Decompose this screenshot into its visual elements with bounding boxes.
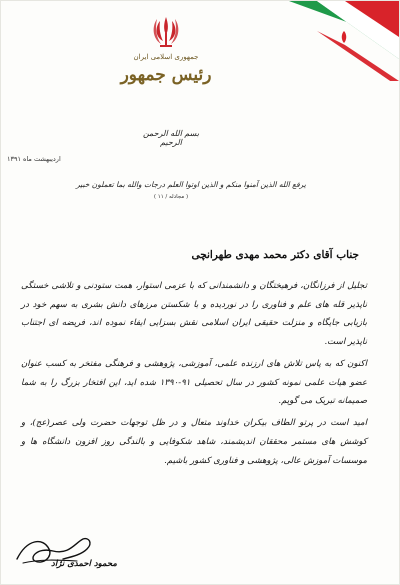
body-paragraph: اکنون که به پاس تلاش های ارزنده علمی، آموزشی، پژوهشی و فرهنگی مفتخر به کسب عنوان عضو هیات علمی نمونه کشور در سال تحصیلی ۹۱-۱۳۹۰ شده اید، این افتخار بزرگ را به شما صمیمانه تبریک می گویم. (21, 358, 367, 407)
body-paragraph: تجلیل از فرزانگان، فرهیختگان و دانشمندانی که با عزمی استوار، همت ستودنی و تلاشی خستگی ناپذیر قله های علم و فناوری را در نوردیده و با شکستن مرزهای دانش بشری به سهم خود در بازیابی جایگاه و منزلت حقیقی ایران اسلامی نقش بسزایی ایفاء نموده اند، فریضه ای اجتناب ناپذیر است. (21, 281, 367, 348)
body-paragraph: امید است در پرتو الطاف بیکران خداوند متعال و در ظل توجهات حضرت ولی عصر(عج)، و کوشش های مستمر محققان اندیشمند، شاهد شکوفایی و بالندگی روز افزون دانشگاه ها و موسسات آموزش عالی، پژوهشی و فناوری کشور باشیم. (21, 418, 367, 466)
signer-name: محمود احمدی نژاد (51, 559, 117, 569)
quran-verse: یرفع الله الذین آمنوا منکم و الذین اوتوا العلم درجات والله بما تعملون خبیر (76, 180, 306, 189)
letter-body (21, 277, 367, 473)
iran-emblem-icon (151, 15, 181, 49)
basmala: بسم الله الرحمن الرحیم (142, 129, 200, 147)
flag-emblem-icon (342, 31, 347, 43)
office-title: رئیس جمهور (120, 65, 212, 85)
addressee-line: جناب آقای دکتر محمد مهدی طهرانچی (191, 249, 359, 261)
verse-reference: ( مجادله / ۱۱ ) (153, 194, 189, 200)
letter-date: اردیبهشت ماه ۱۳۹۱ (7, 155, 61, 163)
country-name: جمهوری اسلامی ایران (133, 53, 199, 61)
